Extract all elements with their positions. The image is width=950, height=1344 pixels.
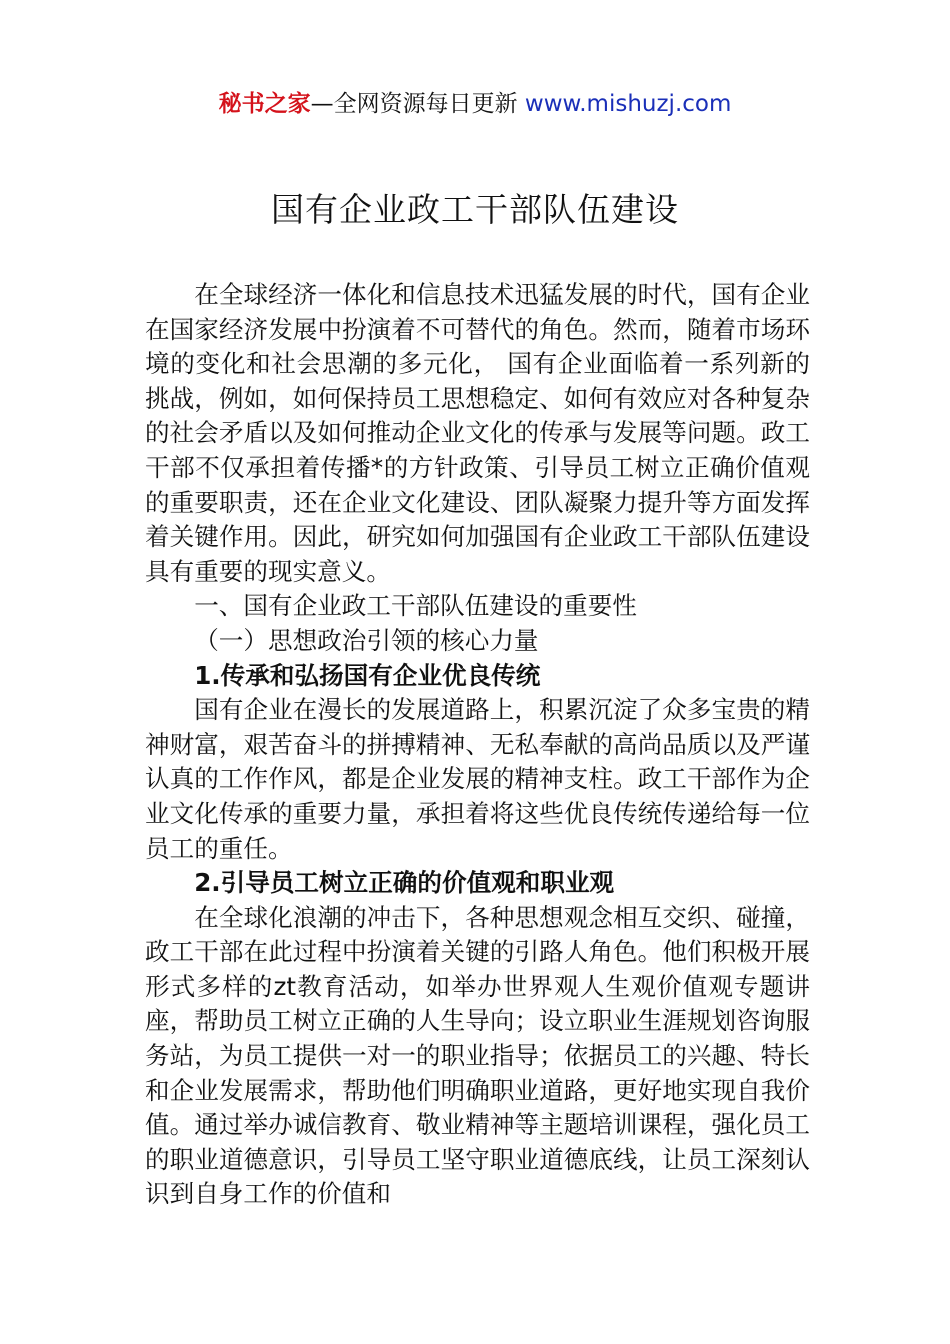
point-heading-1: 1.传承和弘扬国有企业优良传统	[194, 660, 541, 690]
intro-paragraph: 在全球经济一体化和信息技术迅猛发展的时代，国有企业在国家经济发展中扮演着不可替代的角色。然而，随着市场环境的变化和社会思潮的多元化， 国有企业面临着一系列新的挑战，例如，如何保持员工思想稳定、如何有效应对各种复杂的社会矛盾以及如何推动企业文化的传承与发展等问题。政工干部不仅承担着传播*的方针政策、引导员工树立正确价值观的重要职责，还在企业文化建设、团队凝聚力提升等方面发挥着关键作用。因此，研究如何加强国有企业政工干部队伍建设具有重要的现实意义。	[145, 280, 810, 586]
site-url-link[interactable]: www.mishuzj.com	[524, 91, 732, 117]
document-body	[145, 278, 810, 1212]
body-paragraph-2: 在全球化浪潮的冲击下，各种思想观念相互交织、碰撞，政工干部在此过程中扮演着关键的引路人角色。他们积极开展形式多样的zt教育活动，如举办世界观人生观价值观专题讲座，帮助员工树立正确的人生导向；设立职业生涯规划咨询服务站，为员工提供一对一的职业指导；依据员工的兴趣、特长和企业发展需求，帮助他们明确职业道路，更好地实现自我价值。通过举办诚信教育、敬业精神等主题培训课程，强化员工的职业道德意识，引导员工坚守职业道德底线，让员工深刻认识到自身工作的价值和	[145, 902, 810, 1209]
body-paragraph-1: 国有企业在漫长的发展道路上，积累沉淀了众多宝贵的精神财富，艰苦奋斗的拼搏精神、无私奉献的高尚品质以及严谨认真的工作作风，都是企业发展的精神支柱。政工干部作为企业文化传承的重要力量，承担着将这些优良传统传递给每一位员工的重任。	[145, 695, 810, 863]
subsection-heading: （一）思想政治引领的核心力量	[194, 625, 539, 655]
document-title: 国有企业政工干部队伍建设	[271, 190, 679, 229]
site-brand: 秘书之家	[218, 91, 311, 117]
point-heading-2: 2.引导员工树立正确的价值观和职业观	[194, 868, 615, 898]
site-tagline: —全网资源每日更新	[310, 91, 525, 117]
site-header	[0, 86, 950, 122]
section-heading: 一、国有企业政工干部队伍建设的重要性	[194, 591, 637, 621]
